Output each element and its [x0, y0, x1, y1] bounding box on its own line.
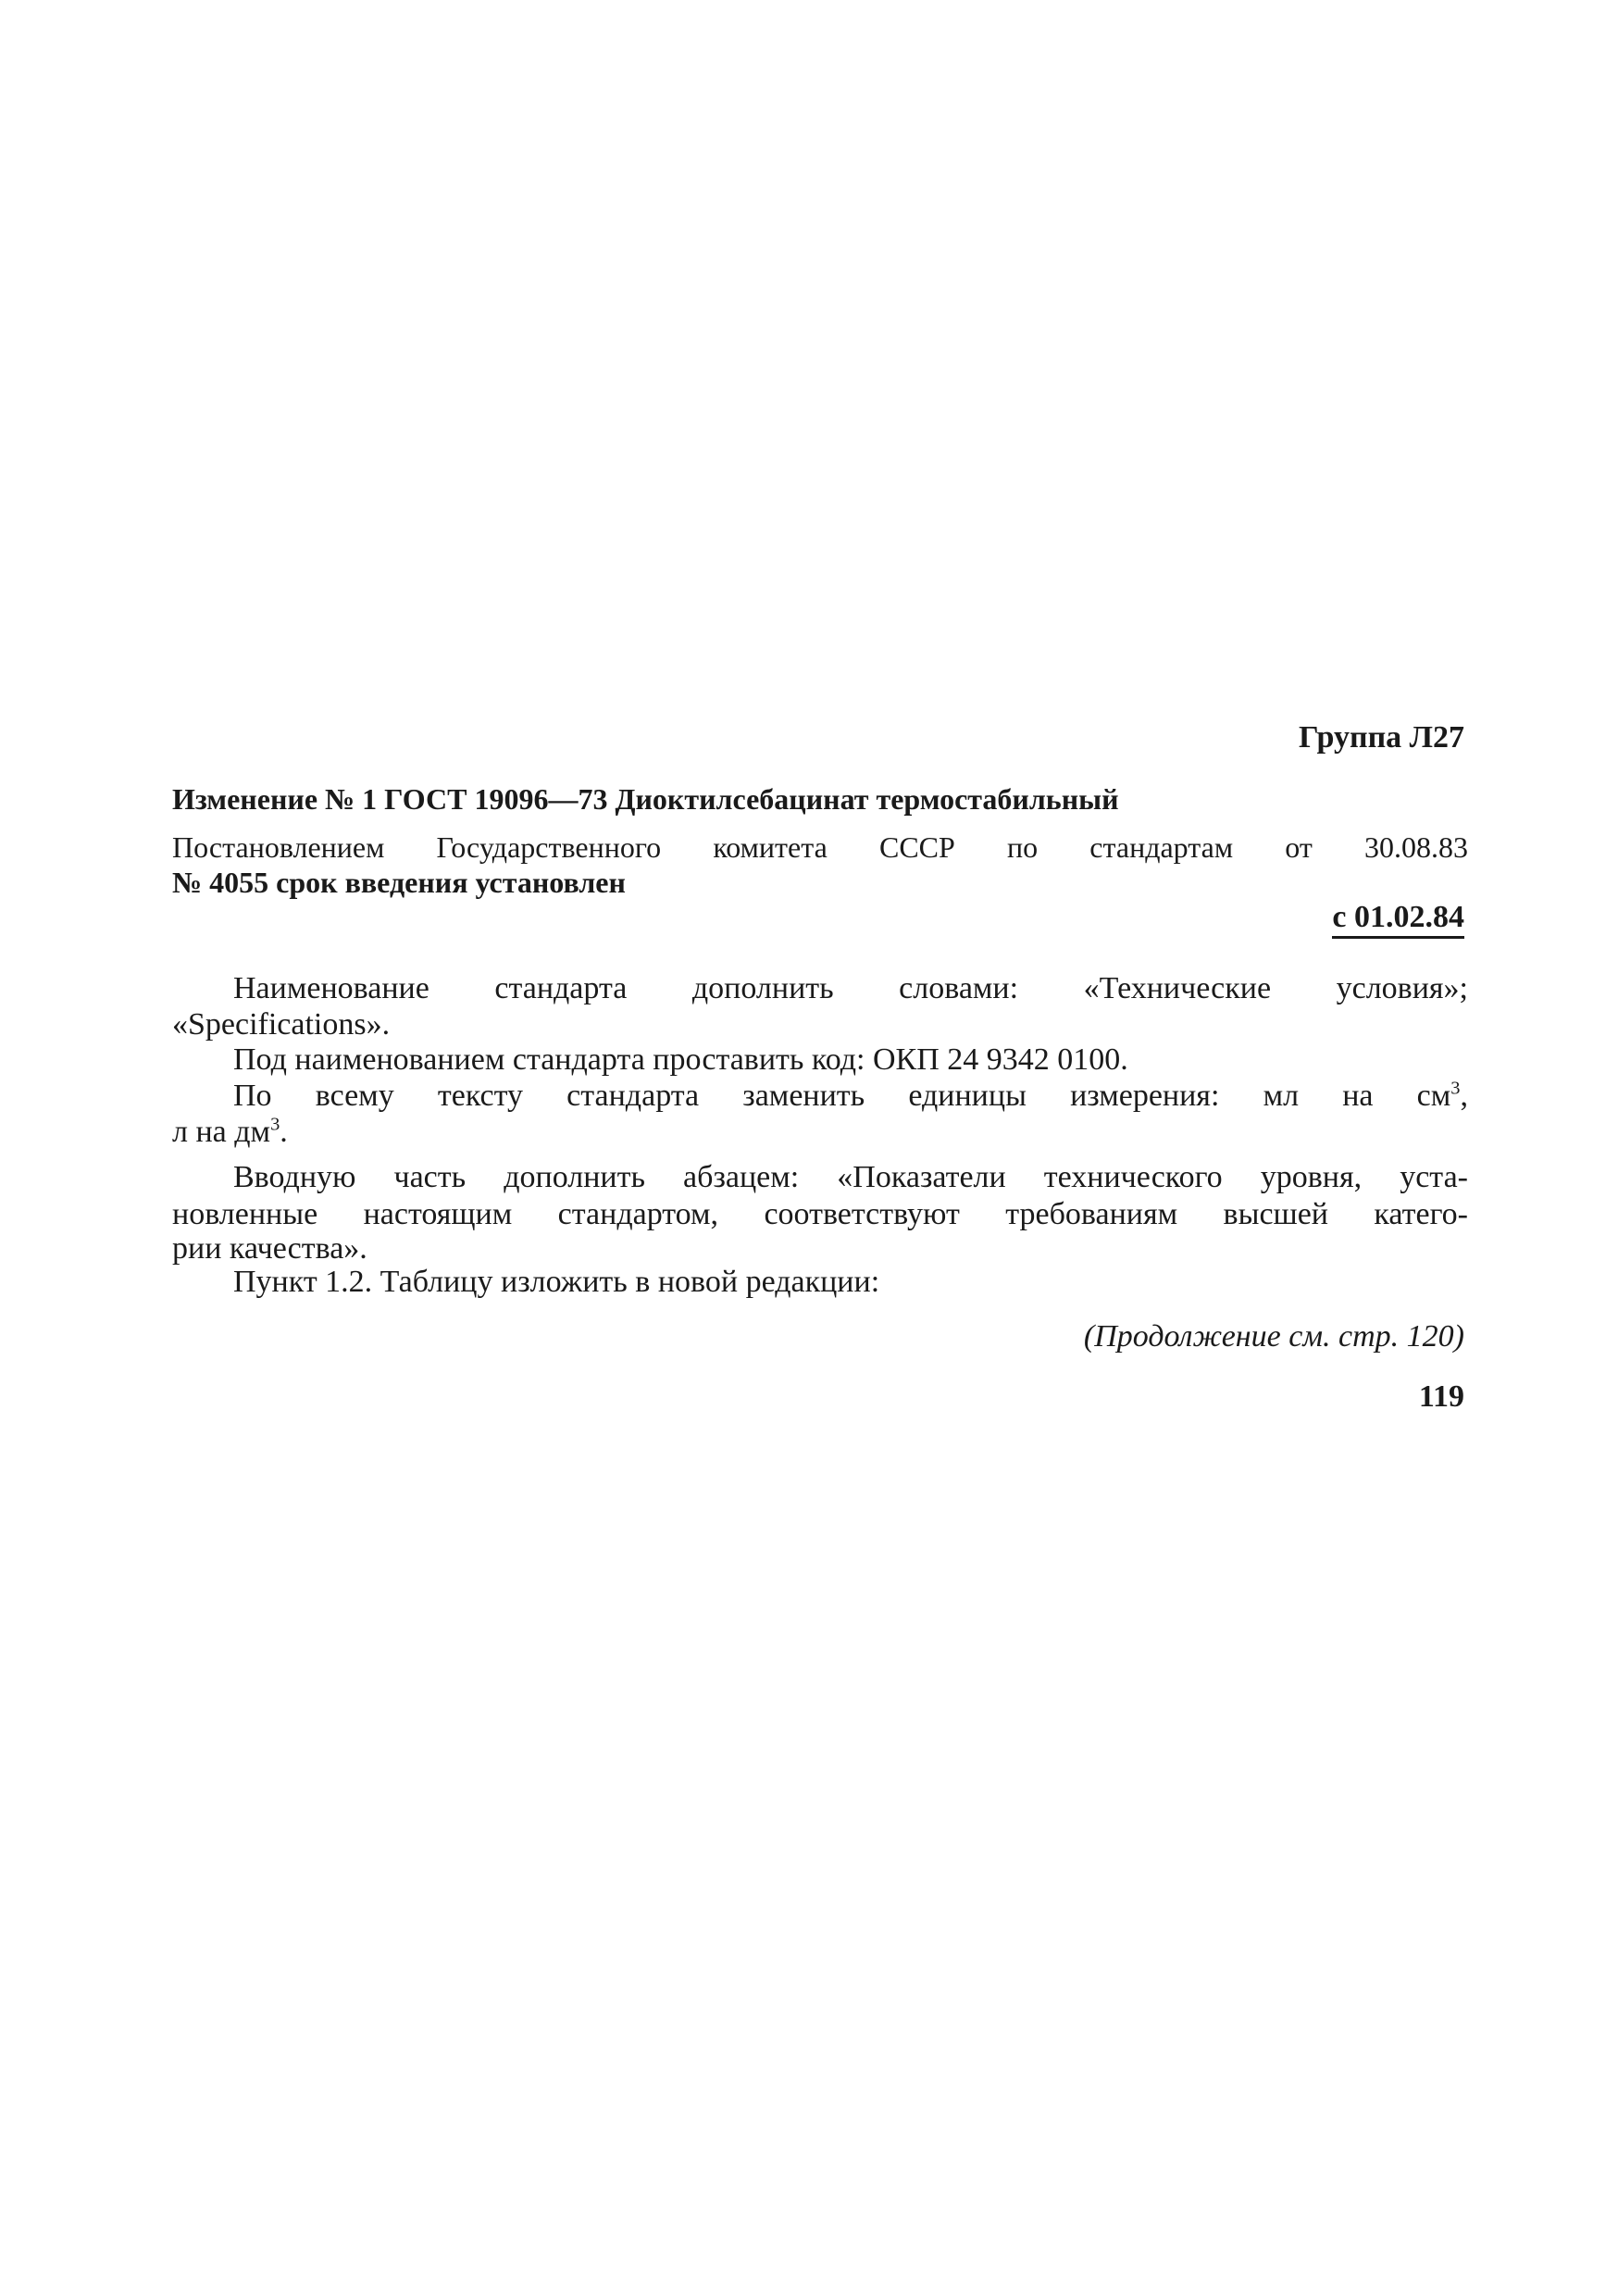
- superscript-3: 3: [1450, 1078, 1461, 1099]
- paragraph-3-line-2-text: л на дм: [172, 1115, 271, 1149]
- paragraph-2: Под наименованием стандарта проставить код: ОКП 24 9342 0100.: [233, 1042, 1128, 1077]
- continuation-note: (Продолжение см. стр. 120): [1083, 1319, 1464, 1354]
- paragraph-5: Пункт 1.2. Таблицу изложить в новой редакции:: [233, 1265, 880, 1299]
- paragraph-4-line-2: новленные настоящим стандартом, соответствуют требованиям высшей катего-: [172, 1197, 1468, 1231]
- paragraph-1-line-2: «Specifications».: [172, 1007, 391, 1042]
- effective-date: [1332, 900, 1464, 935]
- page-number: 119: [1418, 1379, 1464, 1414]
- decree-line-2: № 4055 срок введения установлен: [172, 866, 626, 899]
- group-label: Группа Л27: [1299, 720, 1464, 755]
- effective-date-text: с 01.02.84: [1332, 900, 1464, 939]
- paragraph-3-line-1: [233, 1078, 1468, 1115]
- superscript-3b: 3: [270, 1114, 280, 1135]
- amendment-title: Изменение № 1 ГОСТ 19096—73 Диоктилсебацинат термостабильный: [172, 782, 1119, 816]
- paragraph-1-line-1: Наименование стандарта дополнить словами: «Технические условия»;: [233, 971, 1468, 1005]
- decree-line-1: Постановлением Государственного комитета СССР по стандартам от 30.08.83: [172, 830, 1468, 864]
- paragraph-3-tail: [1450, 1078, 1468, 1115]
- paragraph-3-period: .: [280, 1115, 288, 1149]
- paragraph-4-line-1: Вводную часть дополнить абзацем: «Показатели технического уровня, уста-: [233, 1160, 1468, 1194]
- paragraph-3-line-2: [172, 1115, 288, 1150]
- paragraph-3-text-a: По всему тексту стандарта заменить единицы измерения: мл на см: [233, 1079, 1451, 1113]
- paragraph-4-line-3: рии качества».: [172, 1231, 367, 1266]
- paragraph-3-comma: ,: [1460, 1079, 1468, 1113]
